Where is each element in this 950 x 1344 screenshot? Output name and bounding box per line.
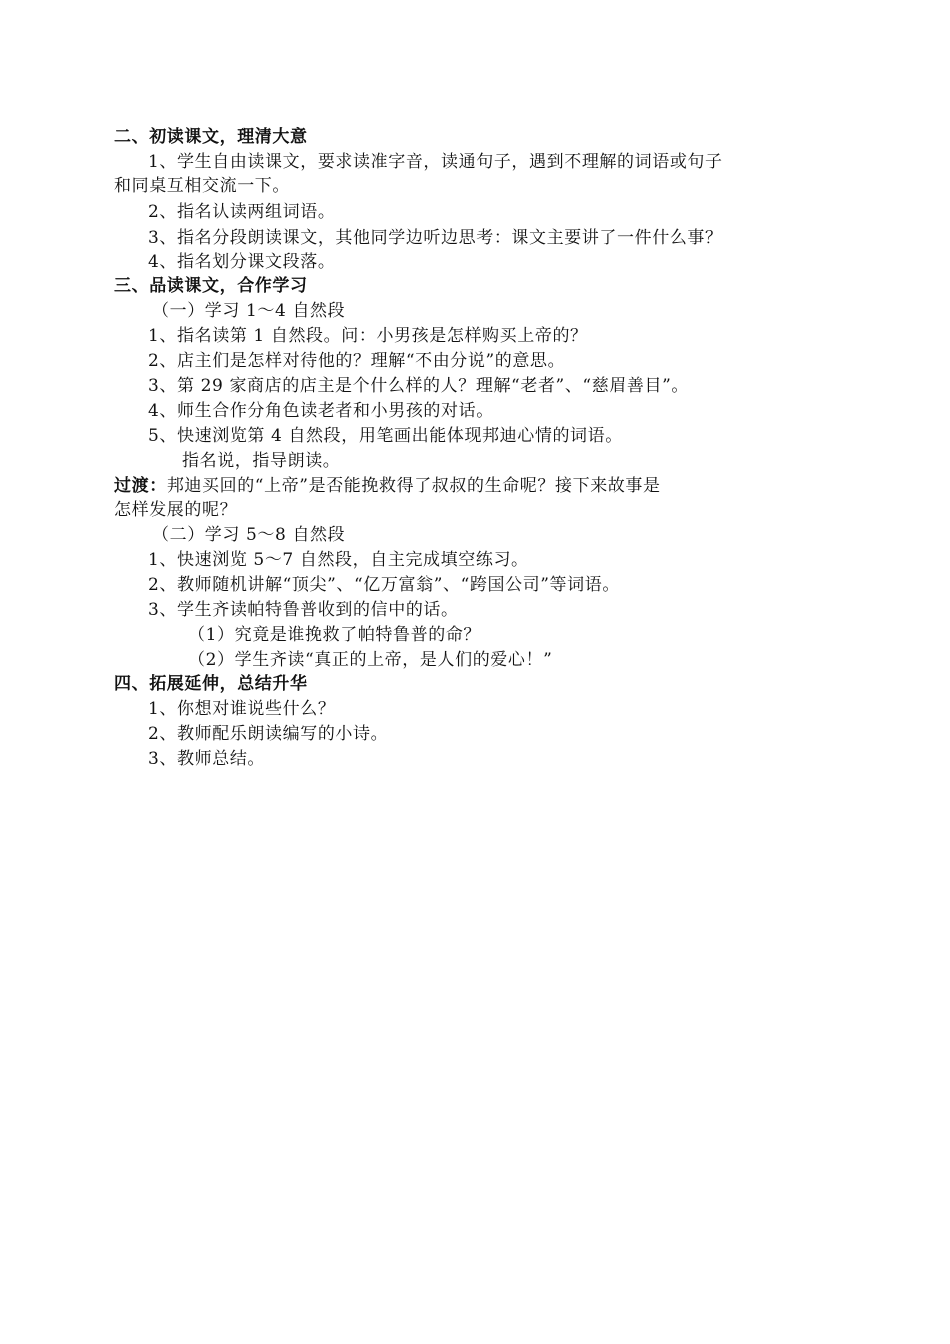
list-item: 2、教师配乐朗读编写的小诗。 [148,724,389,744]
paragraph-s2-4: 4、指名划分课文段落。 [148,252,336,272]
list-item: 1、指名读第 1 自然段。问：小男孩是怎样购买上帝的？ [148,326,588,346]
list-item: 2、教师随机讲解“顶尖”、“亿万富翁”、“跨国公司”等词语。 [148,575,620,595]
paragraph-s2-1-line2: 和同桌互相交流一下。 [114,176,290,196]
paragraph-s2-3: 3、指名分段朗读课文，其他同学边听边思考：课文主要讲了一件什么事？ [148,228,723,248]
section-heading-2: 二、初读课文，理清大意 [114,127,308,147]
list-item: 3、教师总结。 [148,749,266,769]
sub-list-item: （2）学生齐读“真正的上帝，是人们的爱心！” [188,650,553,670]
transition-text: 邦迪买回的“上帝”是否能挽救得了叔叔的生命呢？接下来故事是 [166,476,661,496]
list-item: 1、快速浏览 5～7 自然段，自主完成填空练习。 [148,550,529,570]
transition-label: 过渡： [114,476,167,496]
transition-line1 [114,474,661,498]
list-item: 2、店主们是怎样对待他的？理解“不由分说”的意思。 [148,351,566,371]
list-item: 3、第 29 家商店的店主是个什么样的人？理解“老者”、“慈眉善目”。 [148,376,690,396]
subsection-heading-1: （一）学习 1～4 自然段 [152,301,346,321]
paragraph-s2-1-line1: 1、学生自由读课文，要求读准字音，读通句子，遇到不理解的词语或句子 [148,152,723,172]
paragraph-s2-2: 2、指名认读两组词语。 [148,202,336,222]
section-heading-3: 三、品读课文，合作学习 [114,276,308,296]
list-item: 5、快速浏览第 4 自然段，用笔画出能体现邦迪心情的词语。 [148,426,623,446]
transition-line2: 怎样发展的呢？ [114,500,238,520]
list-item: 4、师生合作分角色读老者和小男孩的对话。 [148,401,494,421]
subsection-heading-2: （二）学习 5～8 自然段 [152,525,346,545]
sub-list-item: （1）究竟是谁挽救了帕特鲁普的命？ [188,625,482,645]
list-item: 3、学生齐读帕特鲁普收到的信中的话。 [148,600,459,620]
subsection-note: 指名说，指导朗读。 [182,451,341,471]
section-heading-4: 四、拓展延伸，总结升华 [114,674,308,694]
list-item: 1、你想对谁说些什么？ [148,699,336,719]
